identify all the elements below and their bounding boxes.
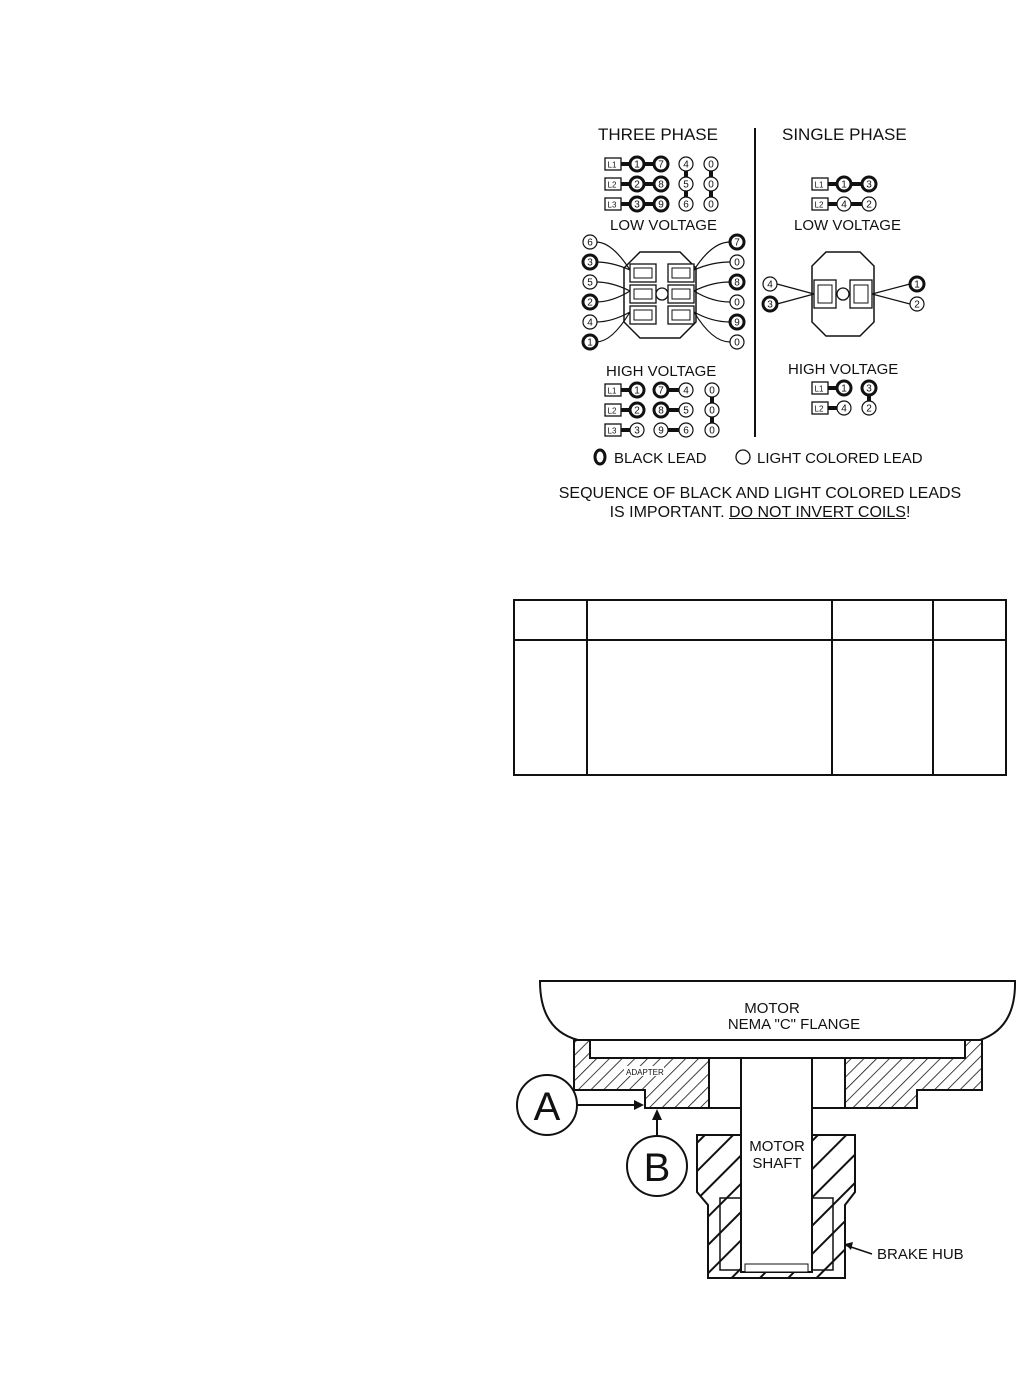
- lead-terminal-label: 9: [658, 425, 664, 437]
- coil-lead-left-label: 4: [767, 279, 773, 291]
- lead-terminal-label: 2: [866, 199, 872, 211]
- lead-terminal-label: 7: [658, 385, 664, 397]
- high-voltage-label-3ph: HIGH VOLTAGE: [606, 363, 717, 380]
- table-header-row: [514, 600, 1006, 640]
- lead-terminal-label: 4: [683, 385, 689, 397]
- coil-lead-left-label: 4: [587, 317, 593, 329]
- lead-terminal-label: 3: [634, 425, 640, 437]
- three-phase-title: THREE PHASE: [598, 125, 718, 144]
- callout-b-label: B: [643, 1146, 671, 1190]
- adapter-right: [845, 1040, 982, 1108]
- single-phase-title: SINGLE PHASE: [782, 125, 907, 144]
- lead-terminal-label: 2: [866, 403, 872, 415]
- table-cell: [933, 640, 1006, 775]
- lead-terminal-label: 5: [683, 179, 689, 191]
- nema-flange-label: NEMA "C" FLANGE: [727, 1016, 861, 1033]
- three-phase-terminal-block: [624, 252, 696, 338]
- lead-terminal-label: 3: [866, 383, 872, 395]
- line-terminal-label: L2: [607, 180, 617, 190]
- lead-terminal-label: 0: [709, 385, 715, 397]
- lead-terminal-label: 4: [841, 403, 847, 415]
- lead-terminal-label: 1: [634, 385, 640, 397]
- table-cell: [514, 640, 587, 775]
- table-cell: [832, 600, 933, 640]
- coil-lead-left-label: 3: [767, 299, 773, 311]
- three-phase-low-voltage-connections: [605, 157, 718, 211]
- coil-lead-right-label: 8: [734, 277, 740, 289]
- line-terminal-label: L1: [814, 384, 824, 394]
- lead-terminal-label: 8: [658, 405, 664, 417]
- lead-terminal-label: 2: [634, 179, 640, 191]
- coil-lead-left-label: 6: [587, 237, 593, 249]
- single-phase-low-voltage-connections: [812, 177, 876, 211]
- coil-lead-right-label: 2: [914, 299, 920, 311]
- lead-terminal-label: 6: [683, 199, 689, 211]
- line-terminal-label: L3: [607, 200, 617, 210]
- black-lead-swatch-icon: [595, 450, 605, 464]
- warning-emphasis: DO NOT INVERT COILS: [729, 504, 906, 521]
- light-lead-swatch-icon: [736, 450, 750, 464]
- brake-hub-drawing: [510, 975, 1020, 1295]
- coil-warning: [540, 484, 980, 522]
- line-terminal-label: L3: [607, 426, 617, 436]
- lead-terminal-label: 3: [634, 199, 640, 211]
- table-cell: [832, 640, 933, 775]
- three-phase-high-voltage-connections: [605, 383, 719, 437]
- wiring-diagram: [560, 115, 960, 475]
- adapter-label: ADAPTER: [626, 1068, 664, 1077]
- shaft-label-1: MOTOR: [749, 1138, 805, 1155]
- single-phase-terminal-block: [812, 252, 874, 336]
- table-cell: [587, 600, 832, 640]
- line-terminal-label: L1: [607, 160, 617, 170]
- coil-lead-right-label: 9: [734, 317, 740, 329]
- warning-line-2: [540, 503, 980, 522]
- low-voltage-label-1ph: LOW VOLTAGE: [794, 217, 901, 234]
- line-terminal-label: L1: [607, 386, 617, 396]
- high-voltage-label-1ph: HIGH VOLTAGE: [788, 361, 899, 378]
- table-row: [514, 640, 1006, 775]
- callout-a-label: A: [533, 1085, 561, 1129]
- single-phase-high-voltage-connections: [812, 381, 876, 415]
- coil-lead-left-label: 5: [587, 277, 593, 289]
- warning-exclamation: !: [905, 504, 911, 521]
- legend: [595, 450, 923, 467]
- coil-lead-left-label: 3: [587, 257, 593, 269]
- line-terminal-label: L2: [814, 200, 824, 210]
- legend-light-lead: LIGHT COLORED LEAD: [757, 450, 923, 467]
- table-cell: [933, 600, 1006, 640]
- lead-terminal-label: 0: [708, 179, 714, 191]
- shaft-label-2: SHAFT: [752, 1155, 802, 1172]
- motor-label: MOTOR: [744, 1000, 800, 1017]
- line-terminal-label: L1: [814, 180, 824, 190]
- warning-text: IS IMPORTANT.: [609, 504, 730, 521]
- coil-lead-right-label: 7: [734, 237, 740, 249]
- line-terminal-label: L2: [814, 404, 824, 414]
- coil-lead-left-label: 1: [587, 337, 593, 349]
- lead-terminal-label: 1: [634, 159, 640, 171]
- lead-terminal-label: 2: [634, 405, 640, 417]
- lead-terminal-label: 4: [841, 199, 847, 211]
- lead-terminal-label: 8: [658, 179, 664, 191]
- lead-terminal-label: 1: [841, 383, 847, 395]
- lead-terminal-label: 0: [708, 159, 714, 171]
- brake-hub-label: BRAKE HUB: [877, 1246, 964, 1263]
- coil-lead-left-label: 2: [587, 297, 593, 309]
- coil-lead-right-label: 1: [914, 279, 920, 291]
- lead-terminal-label: 9: [658, 199, 664, 211]
- lead-terminal-label: 3: [866, 179, 872, 191]
- legend-black-lead: BLACK LEAD: [614, 450, 707, 467]
- table-cell: [587, 640, 832, 775]
- line-terminal-label: L2: [607, 406, 617, 416]
- lead-terminal-label: 5: [683, 405, 689, 417]
- lead-terminal-label: 4: [683, 159, 689, 171]
- lead-terminal-label: 1: [841, 179, 847, 191]
- lead-terminal-label: 0: [709, 405, 715, 417]
- table-cell: [514, 600, 587, 640]
- low-voltage-label-3ph: LOW VOLTAGE: [610, 217, 717, 234]
- lead-terminal-label: 0: [709, 425, 715, 437]
- coil-lead-right-label: 0: [734, 257, 740, 269]
- blank-table: [513, 599, 1007, 776]
- warning-line-1: SEQUENCE OF BLACK AND LIGHT COLORED LEADS: [558, 485, 962, 502]
- lead-terminal-label: 7: [658, 159, 664, 171]
- lead-terminal-label: 6: [683, 425, 689, 437]
- lead-terminal-label: 0: [708, 199, 714, 211]
- coil-lead-right-label: 0: [734, 337, 740, 349]
- coil-lead-right-label: 0: [734, 297, 740, 309]
